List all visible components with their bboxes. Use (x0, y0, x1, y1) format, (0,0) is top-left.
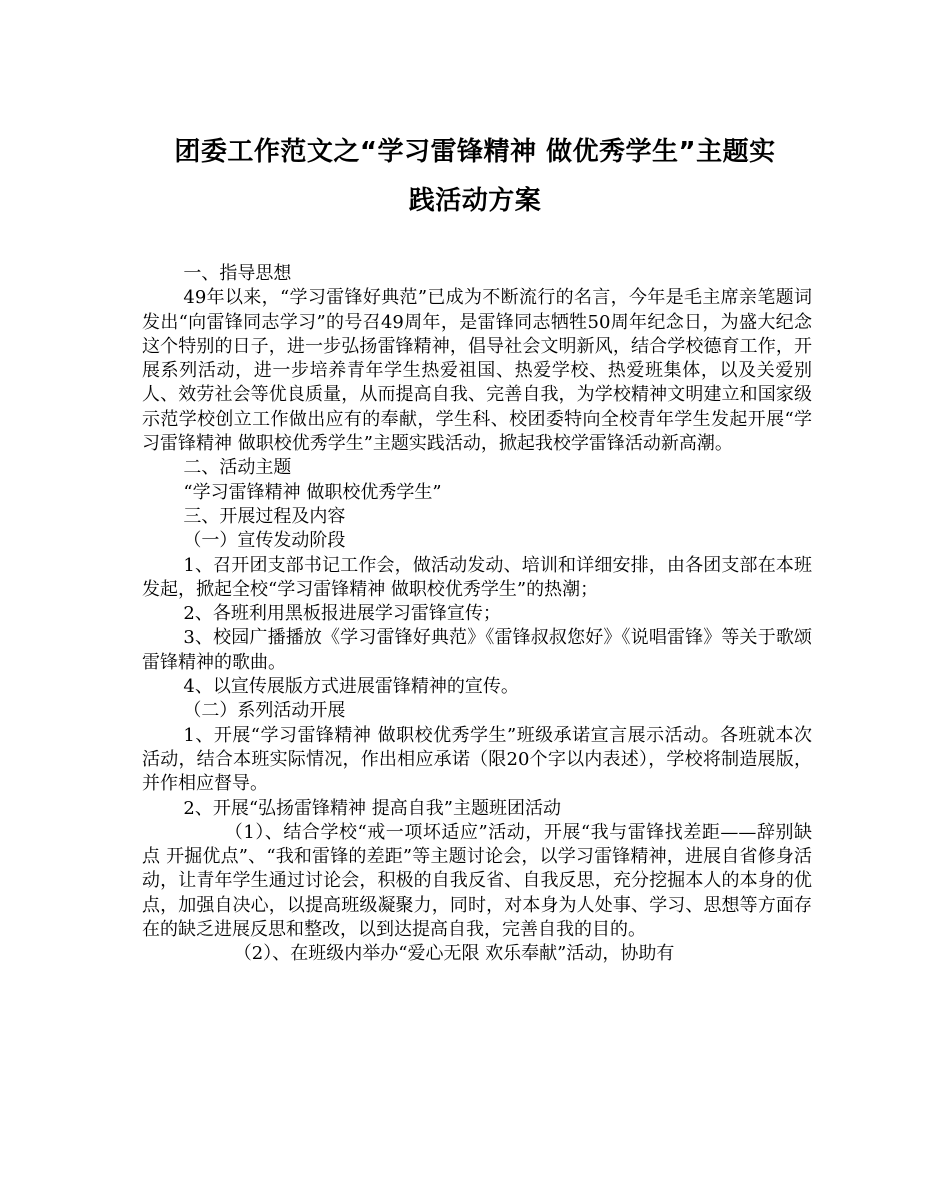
list-item-activities-2: 2、开展“弘扬雷锋精神 提高自我”主题班团活动 (183, 797, 561, 819)
section-heading-guiding-thought: 一、指导思想 (183, 263, 292, 284)
list-item-publicity-3: 3、校园广播播放《学习雷锋好典范》《雷锋叔叔您好》《说唱雷锋》等关于歌颂雷锋精神的歌曲。 (142, 627, 812, 673)
list-item-activities-2-sub-1: （1）、结合学校“戒一项坏适应”活动，开展“我与雷锋找差距——辞别缺点 开掘优点”、“我和雷锋的差距”等主题讨论会，以学习雷锋精神，进展自省修身活动，让青年学生通过讨论会，积极的自我反省、自我反思，充分挖掘本人的本身的优点，加强自决心，以提高班级凝聚力，同时，对本身为人处事、学习、思想等方面存在的缺乏进展反思和整改，以到达提高自我，完善自我的目的。 (142, 821, 812, 941)
subsection-heading-publicity: （一）宣传发动阶段 (183, 530, 346, 552)
document-title-line-2: 践活动方案 (408, 186, 542, 216)
document-body (142, 262, 812, 967)
list-item-publicity-1: 1、召开团支部书记工作会，做活动发动、培训和详细安排，由各团支部在本班发起，掀起全校“学习雷锋精神 做职校优秀学生”的热潮； (142, 554, 812, 600)
list-item-activities-1: 1、开展“学习雷锋精神 做职校优秀学生”班级承诺宣言展示活动。各班就本次活动，结合本班实际情况，作出相应承诺（限20个字以内表述），学校将制造展版，并作相应督导。 (142, 724, 812, 795)
paragraph-guiding-thought: 49年以来，“学习雷锋好典范”已成为不断流行的名言，今年是毛主席亲笔题词发出“向雷锋同志学习”的号召49周年，是雷锋同志牺牲50周年纪念日，为盛大纪念这个特别的日子，进一步弘扬雷锋精神，倡导社会文明新风，结合学校德育工作，开展系列活动，进一步培养青年学生热爱祖国、热爱学校、热爱班集体，以及关爱别人、效劳社会等优良质量，从而提高自我、完善自我，为学校精神文明建立和国家级示范学校创立工作做出应有的奉献，学生科、校团委特向全校青年学生发起开展“学习雷锋精神 做职校优秀学生”主题实践活动，掀起我校学雷锋活动新高潮。 (142, 287, 812, 455)
section-heading-process: 三、开展过程及内容 (183, 505, 346, 527)
paragraph-activity-theme: “学习雷锋精神 做职校优秀学生” (183, 481, 442, 503)
list-item-publicity-4: 4、以宣传展版方式进展雷锋精神的宣传。 (183, 676, 519, 698)
list-item-publicity-2: 2、各班利用黑板报进展学习雷锋宣传； (183, 603, 501, 625)
document-title-line-1: 团委工作范文之“学习雷锋精神 做优秀学生”主题实 (174, 137, 776, 167)
list-item-activities-2-sub-2: （2）、在班级内举办“爱心无限 欢乐奉献”活动，协助有 (233, 943, 675, 965)
section-heading-activity-theme: 二、活动主题 (183, 457, 292, 479)
subsection-heading-activities: （二）系列活动开展 (183, 700, 346, 722)
